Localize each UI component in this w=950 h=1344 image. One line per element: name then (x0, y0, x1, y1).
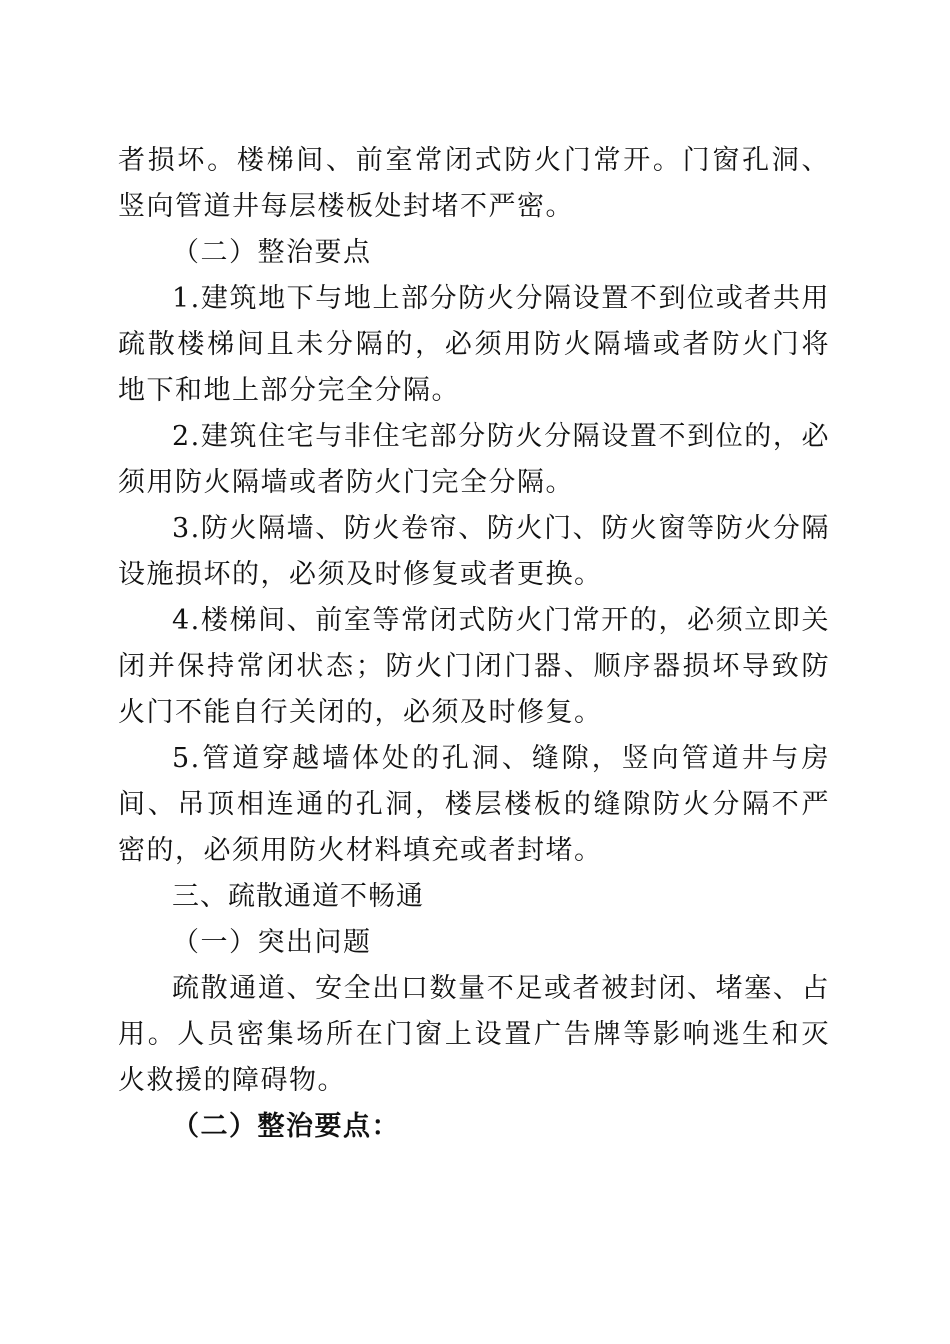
section-heading-evacuation: 三、疏散通道不畅通 (172, 881, 424, 912)
subsection-heading-rectification-points-2: （二）整治要点： (172, 1111, 400, 1142)
document-page (118, 138, 830, 1150)
intro-paragraph: 者损坏。楼梯间、前室常闭式防火门常开。门窗孔洞、竖向管道井每层楼板处封堵不严密。 (118, 145, 830, 222)
rectification-item-3: 3.防火隔墙、防火卷帘、防火门、防火窗等防火分隔设施损坏的，必须及时修复或者更换。 (118, 513, 830, 590)
subsection-heading-problems: （一）突出问题 (172, 927, 372, 958)
rectification-item-4: 4.楼梯间、前室等常闭式防火门常开的，必须立即关闭并保持常闭状态；防火门闭门器、顺序器损坏导致防火门不能自行关闭的，必须及时修复。 (118, 605, 830, 728)
rectification-item-5: 5.管道穿越墙体处的孔洞、缝隙，竖向管道井与房间、吊顶相连通的孔洞，楼层楼板的缝隙防火分隔不严密的，必须用防火材料填充或者封堵。 (118, 743, 830, 866)
problem-paragraph: 疏散通道、安全出口数量不足或者被封闭、堵塞、占用。人员密集场所在门窗上设置广告牌等影响逃生和灭火救援的障碍物。 (118, 973, 830, 1096)
rectification-item-2: 2.建筑住宅与非住宅部分防火分隔设置不到位的，必须用防火隔墙或者防火门完全分隔。 (118, 421, 830, 498)
subsection-heading-rectification-points: （二）整治要点 (172, 237, 372, 268)
rectification-item-1: 1.建筑地下与地上部分防火分隔设置不到位或者共用疏散楼梯间且未分隔的，必须用防火隔墙或者防火门将地下和地上部分完全分隔。 (118, 283, 830, 406)
